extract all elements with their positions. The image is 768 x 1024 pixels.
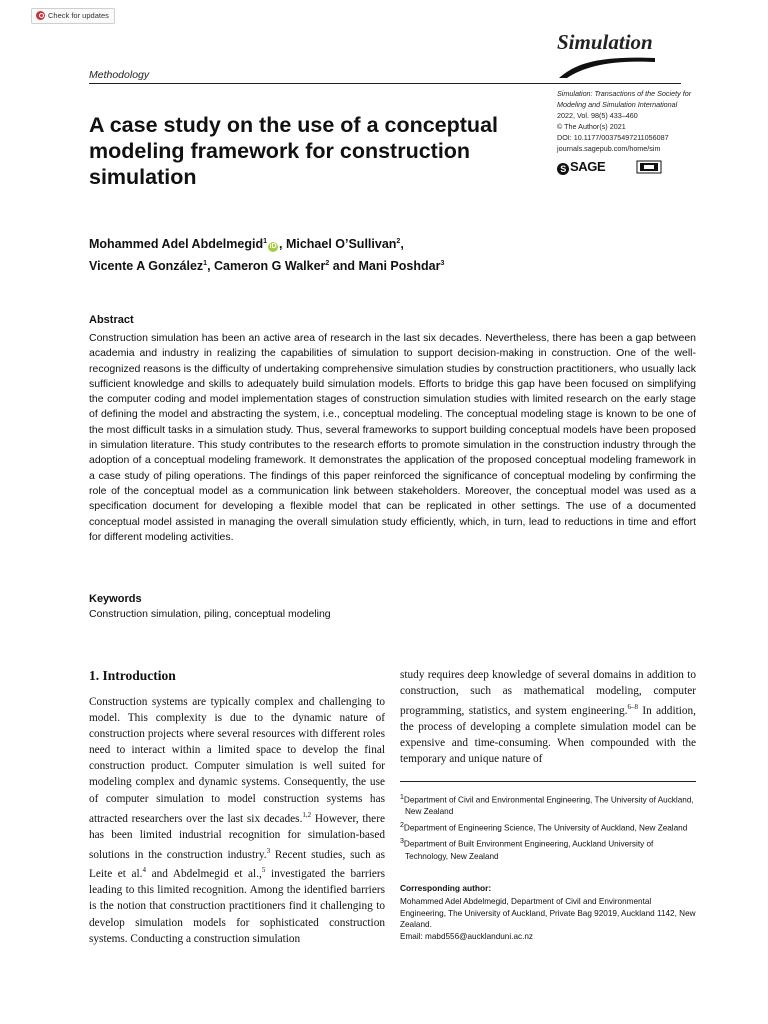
affiliation-text: Department of Engineering Science, The University of Auckland, New Zealand	[403, 823, 688, 833]
affiliation-number: 2	[400, 821, 404, 829]
corresponding-heading: Corresponding author:	[400, 883, 492, 893]
introduction-heading: 1. Introduction	[89, 668, 176, 683]
meta-copyright: © The Author(s) 2021	[557, 122, 626, 131]
check-for-updates-badge[interactable]	[31, 8, 115, 24]
section-label: Methodology	[89, 69, 150, 81]
keywords-text: Construction simulation, piling, conceptual modeling	[89, 608, 331, 620]
abstract-heading: Abstract	[89, 314, 134, 326]
meta-doi[interactable]: DOI: 10.1177/00375497211056087	[557, 133, 669, 142]
sage-logo	[557, 159, 605, 175]
affiliation-text: Department of Civil and Environmental Engineering, The University of Auckland, New Zealand	[403, 795, 694, 817]
meta-url[interactable]: journals.sagepub.com/home/sim	[557, 144, 661, 153]
paper-title: A case study on the use of a conceptual modeling framework for construction simulation	[89, 113, 498, 189]
affiliation-note	[400, 792, 696, 818]
affiliations	[400, 792, 696, 864]
body-text: Recent studies, such as Leite et al.	[89, 848, 386, 881]
open-access-icon	[636, 160, 662, 179]
author-affiliation-mark: 2	[396, 238, 401, 245]
affiliation-note	[400, 836, 696, 862]
journal-name: Simulation	[557, 30, 653, 54]
body-text: In addition, the process of developing a complete simulation model can be expensive and time-consuming. When compounded with the temporary and unique nature of	[400, 704, 696, 766]
author-separator: ,	[279, 237, 286, 252]
corresponding-author	[400, 896, 696, 942]
meta-journal: Simulation: Transactions of the Society for Modeling and Simulation International	[557, 89, 692, 109]
corresponding-address: Mohammed Adel Abdelmegid, Department of Civil and Environmental Engineering, The University of Auckland, Private Bag 92019, Auckland 1142, New Zealand.	[400, 897, 696, 930]
author-affiliation-mark: 1	[263, 238, 267, 245]
header-rule	[89, 83, 681, 84]
citation-ref: 4	[142, 866, 147, 875]
author-name: Michael O’Sullivan	[285, 237, 397, 252]
author-separator: ,	[400, 237, 404, 252]
citation-ref: 1,2	[302, 810, 312, 819]
body-text: and Abdelmegid et al.,	[146, 868, 262, 881]
publisher-name: SAGE	[570, 159, 606, 174]
crossmark-icon	[36, 11, 45, 20]
body-text: However, there has been limited industrial recognition for simulation-based solutions in the construction industry.	[89, 812, 385, 861]
author-name: Mani Poshdar	[358, 259, 441, 274]
citation-ref: 5	[261, 866, 266, 875]
body-text: study requires deep knowledge of several domains in addition to construction, such as mathematical modeling, computer programming, statistics, and system engineering.	[400, 669, 696, 717]
author-affiliation-mark: 1	[203, 260, 208, 268]
author-name: Vicente A González	[89, 259, 204, 274]
author-separator: and	[329, 259, 359, 274]
author-affiliation-mark: 2	[325, 260, 330, 268]
sage-mark-icon: S	[557, 163, 569, 175]
meta-volume: 2022, Vol. 98(5) 433–460	[557, 111, 638, 120]
orcid-icon[interactable]: iD	[269, 243, 277, 251]
body-text: investigated the barriers leading to this limited recognition. Among the identified barriers is the notion that construction practitioners find it challenging to develop simulation models for sophisticated construction systems. Conducting a construction simulation	[89, 868, 386, 945]
author-affiliation-mark: 3	[440, 260, 445, 268]
citation-ref: 6–8	[627, 703, 638, 712]
keywords-heading: Keywords	[89, 593, 142, 605]
check-updates-label: Check for updates	[48, 11, 109, 20]
affiliation-note	[400, 820, 696, 834]
body-text: Construction systems are typically complex and challenging to model. This complexity is due to the dynamic nature of construction projects where several resources with different roles need to interact within a limited space to develop the final construction product. Computer simulation is well suited for modeling complex and dynamic systems. Consequently, the use of computer simulation to model construction systems has attracted researchers over the last six decades.	[89, 696, 385, 825]
citation-ref: 3	[266, 846, 271, 855]
affiliation-text: Department of Built Environment Engineering, Auckland University of Technology, New Zealand	[403, 839, 654, 861]
abstract-text: Construction simulation has been an active area of research in the last six decades. Nevertheless, there has been a gap between academia and industry in realizing the capabilities of simulation to support decision-making in construction. One of the well-recognized reasons is the difficulty of undertaking comprehensive simulation studies by construction practitioners, who usually lack sufficient knowledge and skills to adequately build simulation models. Efforts to bridge this gap have been focused on simplifying the computer coding and model implementation stages of construction simulation studies with limited research on the early stage of defining the model and abstracting the system, i.e., conceptual modeling. The conceptual modeling stage is known to be one of the most difficult tasks in a simulation study. Thus, several frameworks to support building conceptual models have been proposed in simulation literature. This study contributes to the research efforts to promote simulation in the construction industry through the adoption of a conceptual modeling framework. It demonstrates the application of the proposed conceptual modeling framework in a case study of piling operations. The findings of this paper reinforced the significance of conceptual modeling by confirming the role of the conceptual model as a communication link between stakeholders. Moreover, the conceptual model was used as a specification document for developing a flexible model that can be replicated in other settings. The use of a documented conceptual model assisted in managing the overall simulation study efficiently, which, in turn, lead to reductions in time and effort for different modeling activities.	[89, 332, 696, 543]
author-name: Cameron G Walker	[214, 259, 326, 274]
author-separator: ,	[207, 259, 215, 274]
affiliation-number: 1	[400, 794, 404, 801]
footnote-rule	[400, 781, 696, 782]
corresponding-email[interactable]: Email: mabd556@aucklanduni.ac.nz	[400, 931, 534, 941]
author-list	[89, 232, 589, 276]
journal-swoosh-logo	[557, 54, 657, 85]
author-name: Mohammed Adel Abdelmegid	[89, 237, 264, 252]
article-metadata	[557, 88, 717, 154]
body-column-right	[400, 667, 696, 767]
body-column-left	[89, 694, 385, 947]
affiliation-number: 3	[400, 838, 404, 846]
